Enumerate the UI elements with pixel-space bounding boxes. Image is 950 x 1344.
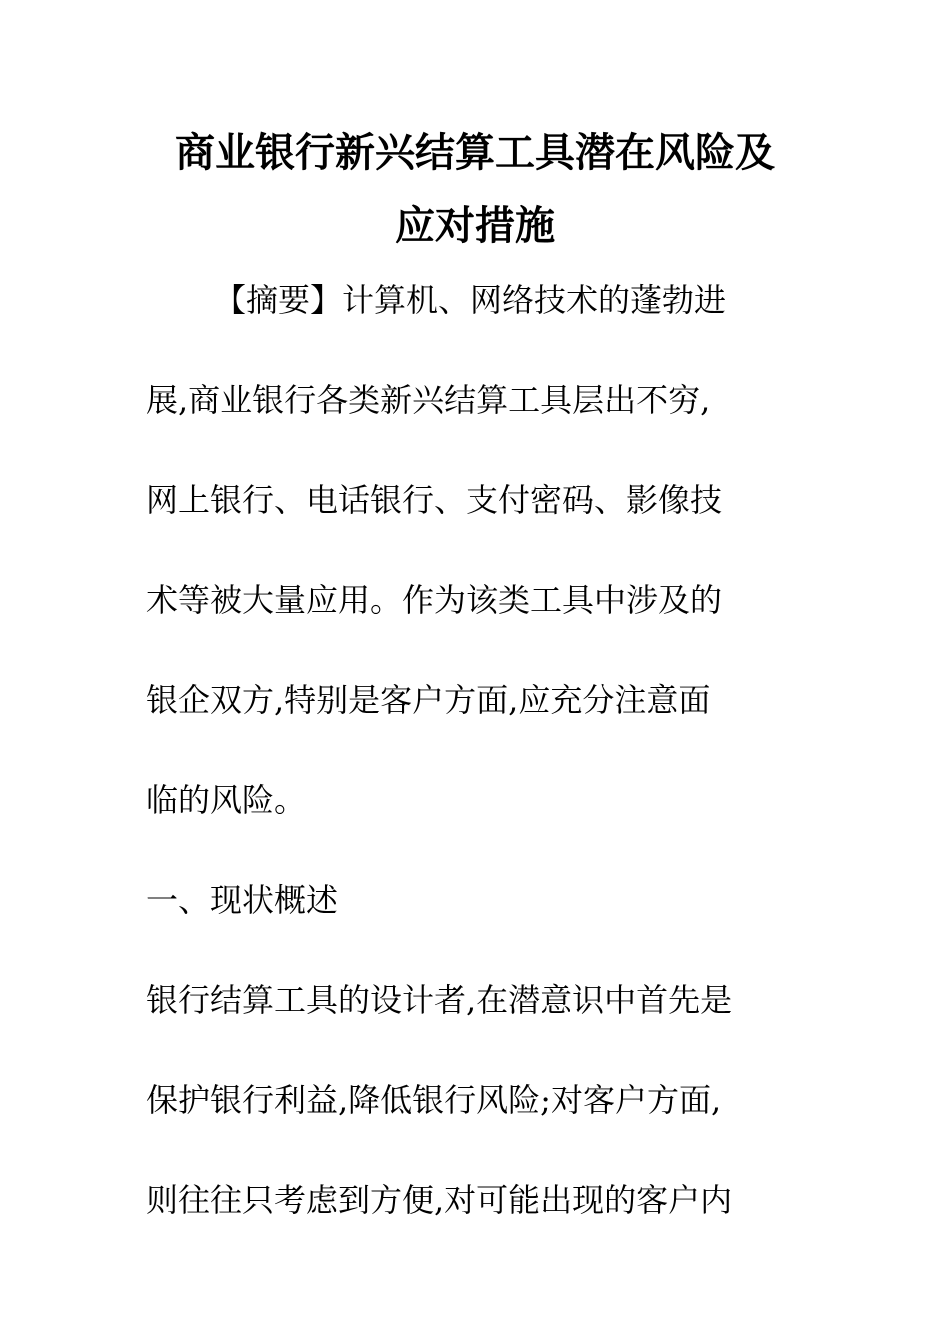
document-title-line-1: 商业银行新兴结算工具潜在风险及 <box>175 129 775 176</box>
section-heading: 一、现状概述 <box>146 881 339 919</box>
abstract-line-5: 银企双方,特别是客户方面,应充分注意面 <box>146 681 711 719</box>
abstract-line-2: 展,商业银行各类新兴结算工具层出不穷, <box>146 381 711 419</box>
abstract-line-4: 术等被大量应用。作为该类工具中涉及的 <box>146 581 723 619</box>
abstract-line-6: 临的风险。 <box>146 781 307 819</box>
abstract-line-3: 网上银行、电话银行、支付密码、影像技 <box>146 481 723 519</box>
body-line-1: 银行结算工具的设计者,在潜意识中首先是 <box>146 981 733 1019</box>
body-line-2: 保护银行利益,降低银行风险;对客户方面, <box>146 1081 722 1119</box>
body-line-3: 则往往只考虑到方便,对可能出现的客户内 <box>146 1181 733 1219</box>
abstract-line-1: 【摘要】计算机、网络技术的蓬勃进 <box>214 281 727 319</box>
document-title-line-2: 应对措施 <box>395 202 555 249</box>
